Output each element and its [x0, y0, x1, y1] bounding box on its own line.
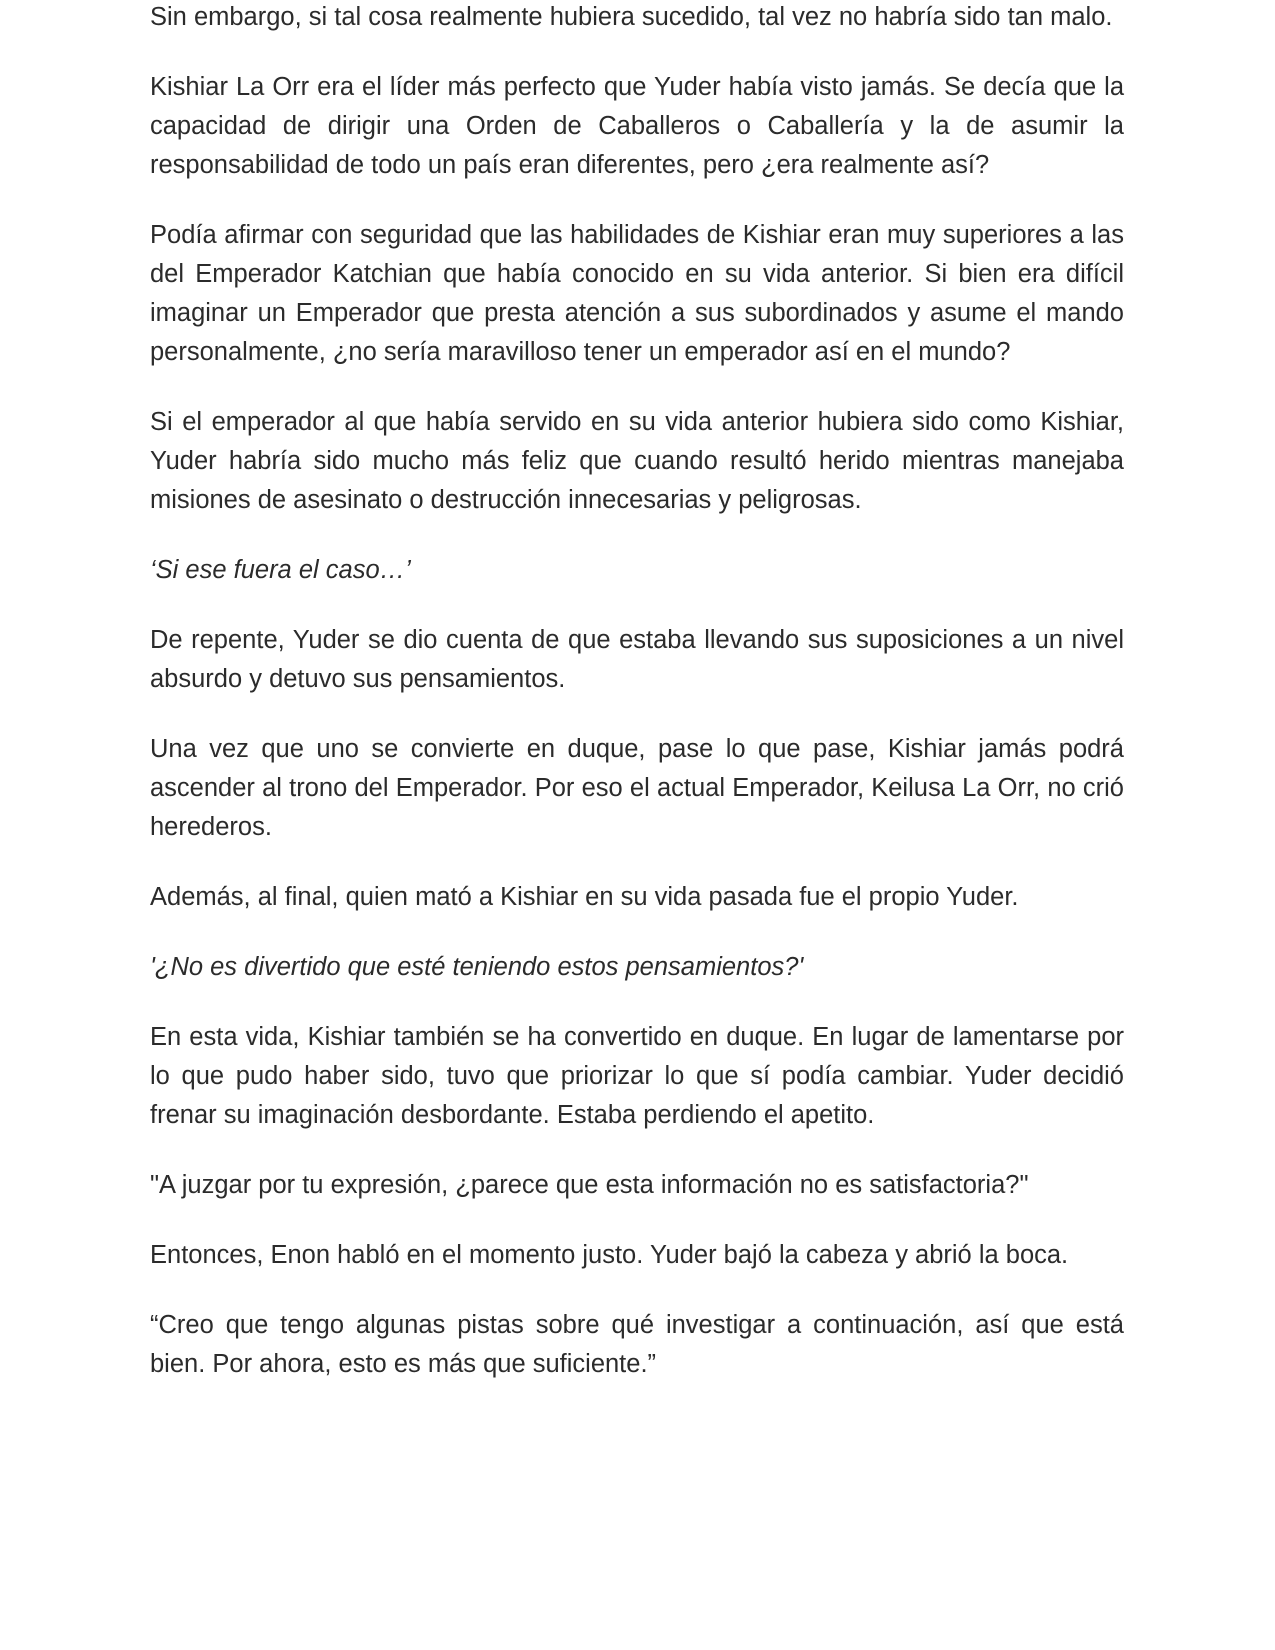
paragraph-2: Kishiar La Orr era el líder más perfecto que Yuder había visto jamás. Se decía que la capacidad de dirigir una Orden de Caballeros o Caballería y la de asumir la responsabilidad de todo un país eran diferentes, pero ¿era realmente así?: [150, 73, 1124, 179]
paragraph-7: Una vez que uno se convierte en duque, pase lo que pase, Kishiar jamás podrá ascender al trono del Emperador. Por eso el actual Emperador, Keilusa La Orr, no crió herederos.: [150, 735, 1124, 841]
paragraph-13-dialogue: “Creo que tengo algunas pistas sobre qué investigar a continuación, así que está bien. Por ahora, esto es más que suficiente.”: [150, 1311, 1124, 1378]
paragraph-4: Si el emperador al que había servido en su vida anterior hubiera sido como Kishiar, Yuder habría sido mucho más feliz que cuando resultó herido mientras manejaba misiones de asesinato o destrucción innecesarias y peligrosas.: [150, 408, 1124, 514]
paragraph-5-thought: ‘Si ese fuera el caso…’: [150, 556, 411, 584]
paragraph-10: En esta vida, Kishiar también se ha convertido en duque. En lugar de lamentarse por lo que pudo haber sido, tuvo que priorizar lo que sí podía cambiar. Yuder decidió frenar su imaginación desbordante. Estaba perdiendo el apetito.: [150, 1023, 1124, 1129]
paragraph-11-dialogue: "A juzgar por tu expresión, ¿parece que esta información no es satisfactoria?": [150, 1171, 1029, 1199]
paragraph-9-thought: '¿No es divertido que esté teniendo estos pensamientos?': [150, 953, 804, 981]
paragraph-12: Entonces, Enon habló en el momento justo. Yuder bajó la cabeza y abrió la boca.: [150, 1241, 1069, 1269]
paragraph-3: Podía afirmar con seguridad que las habilidades de Kishiar eran muy superiores a las del Emperador Katchian que había conocido en su vida anterior. Si bien era difícil imaginar un Emperador que presta atención a sus subordinados y asume el mando personalmente, ¿no sería maravilloso tener un emperador así en el mundo?: [150, 221, 1124, 366]
paragraph-8: Además, al final, quien mató a Kishiar en su vida pasada fue el propio Yuder.: [150, 883, 1019, 911]
document-page: [150, 0, 1124, 1415]
paragraph-6: De repente, Yuder se dio cuenta de que estaba llevando sus suposiciones a un nivel absurdo y detuvo sus pensamientos.: [150, 626, 1124, 693]
paragraph-1: Sin embargo, si tal cosa realmente hubiera sucedido, tal vez no habría sido tan malo.: [150, 3, 1113, 31]
